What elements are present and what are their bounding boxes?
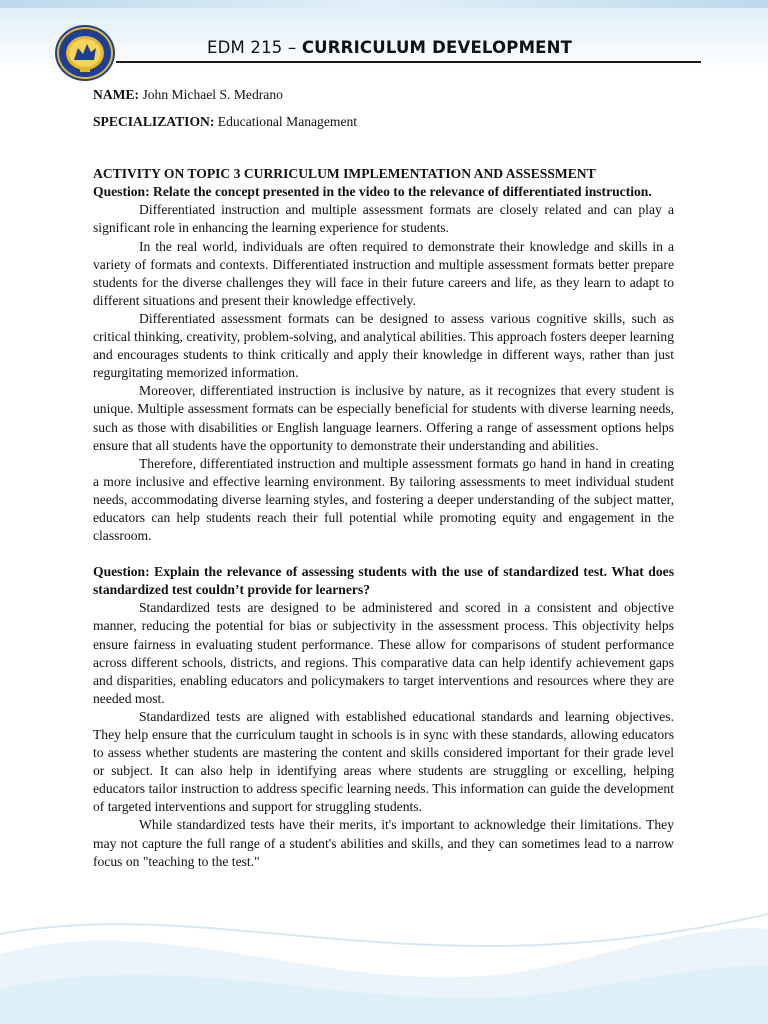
student-name-field xyxy=(93,86,674,104)
specialization-field xyxy=(93,113,674,131)
question-2: Question: Explain the relevance of assessing students with the use of standardized test. What does standardized test couldn’t provide for learners? xyxy=(93,564,674,598)
document-body xyxy=(93,86,674,871)
university-seal-icon xyxy=(54,24,116,82)
paragraph: While standardized tests have their merits, it's important to acknowledge their limitations. They may not capture the full range of a student's abilities and skills, and they can sometimes lead to a narrow focus on "teaching to the test." xyxy=(93,817,674,869)
course-code: EDM 215 – xyxy=(207,38,302,57)
header-divider xyxy=(116,61,701,63)
paragraph: Differentiated instruction and multiple assessment formats are closely related and can play a significant role in enhancing the learning experience for students. xyxy=(93,202,674,236)
course-name: CURRICULUM DEVELOPMENT xyxy=(301,38,573,57)
specialization-label: SPECIALIZATION: xyxy=(93,114,215,130)
question-1: Question: Relate the concept presented in the video to the relevance of differentiated instruction. xyxy=(93,184,652,200)
paragraph: Therefore, differentiated instruction and multiple assessment formats go hand in hand in creating a more inclusive and effective learning environment. By tailoring assessments to meet individual student needs, accommodating diverse learning styles, and fostering a deeper understanding of the subject matter, educators can help students reach their full potential while promoting equity and engagement in the classroom. xyxy=(93,455,674,544)
document-header xyxy=(0,0,768,80)
paragraph: In the real world, individuals are often required to demonstrate their knowledge and skills in a variety of formats and contexts. Differentiated instruction and multiple assessment formats better prepare students for the diverse challenges they will face in their future careers and life, as they learn to adapt to different situations and present their knowledge effectively. xyxy=(93,238,674,308)
name-value: John Michael S. Medrano xyxy=(142,87,283,102)
paragraph: Differentiated assessment formats can be designed to assess various cognitive skills, such as critical thinking, creativity, problem-solving, and analytical abilities. This approach fosters deeper learning and encourages students to think critically and apply their knowledge in different ways, rather than just regurgitating memorized information. xyxy=(93,310,674,381)
paragraph: Standardized tests are designed to be administered and scored in a consistent and objective manner, reducing the potential for bias or subjectivity in the assessment process. This objectivity helps ensure fairness in evaluating student performance. These allow for comparisons of student performance across different schools, districts, and regions. This comparative data can help identify achievement gaps and disparities, enabling educators and policymakers to target interventions and resources where they are needed most. xyxy=(93,600,674,706)
paragraph: Standardized tests are aligned with established educational standards and learning objectives. They help ensure that the curriculum taught in schools is in sync with these standards, allowing educators to assess whether students are mastering the content and skills considered important for their grade level or subject. It can also help in identifying areas where students are struggling or excelling, helping educators tailor instruction to address specific learning needs. This information can guide the development of targeted interventions and support for struggling students. xyxy=(93,708,674,815)
name-label: NAME: xyxy=(93,87,140,102)
course-title xyxy=(207,38,572,57)
footer-wave-decoration xyxy=(0,894,768,1024)
paragraph: Moreover, differentiated instruction is inclusive by nature, as it recognizes that every student is unique. Multiple assessment formats can be especially beneficial for students with diverse learning needs, such as those with disabilities or English language learners. Offering a range of assessment options helps ensure that all students have the opportunity to demonstrate their understanding and abilities. xyxy=(93,383,674,453)
activity-title: ACTIVITY ON TOPIC 3 CURRICULUM IMPLEMENTATION AND ASSESSMENT xyxy=(93,166,596,182)
specialization-value: Educational Management xyxy=(217,114,358,130)
